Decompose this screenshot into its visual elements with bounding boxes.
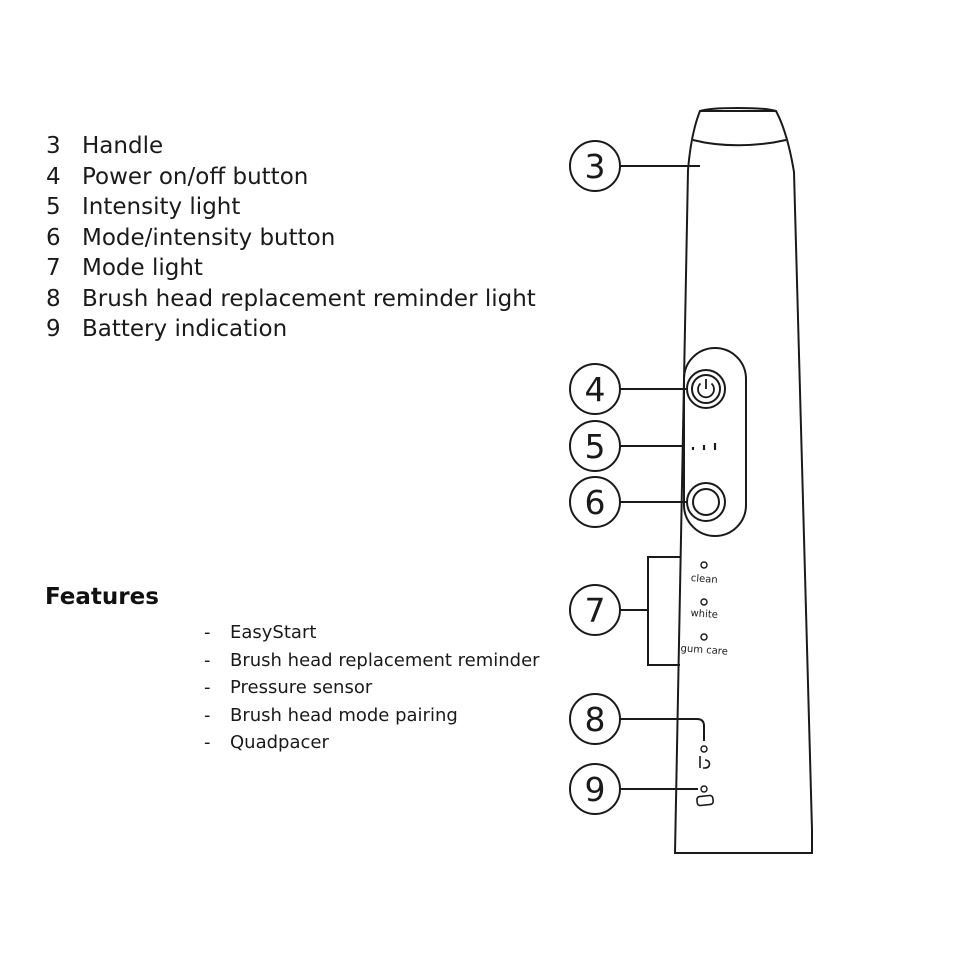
legend-number: 6 <box>46 224 61 251</box>
neck-band-edge <box>693 140 786 145</box>
handle-outline <box>675 111 812 853</box>
legend-label: Intensity light <box>82 194 241 220</box>
legend-label: Battery indication <box>82 316 288 342</box>
mode-bracket <box>648 557 680 665</box>
legend-number: 5 <box>46 194 61 220</box>
callout-number: 8 <box>584 700 606 739</box>
feature-label: Quadpacer <box>230 732 329 753</box>
power-button <box>687 370 725 408</box>
mode-label-gum-care: gum care <box>680 643 729 658</box>
callout-4 <box>570 364 620 414</box>
callout-number: 7 <box>584 591 606 630</box>
leader-8 <box>620 719 704 741</box>
feature-dash: - <box>204 622 211 643</box>
feature-label: Pressure sensor <box>230 677 373 698</box>
legend-number: 7 <box>46 255 61 281</box>
battery-icon <box>697 795 714 806</box>
legend-label: Power on/off button <box>82 163 309 190</box>
callout-number: 4 <box>584 370 606 409</box>
feature-label: Brush head mode pairing <box>230 704 458 726</box>
legend-label: Mode/intensity button <box>82 224 336 251</box>
feature-label: Brush head replacement reminder <box>230 649 540 671</box>
feature-dash: - <box>204 732 211 753</box>
callout-6 <box>570 477 620 527</box>
features-title: Features <box>45 584 159 610</box>
callout-9 <box>570 764 620 814</box>
legend-label: Brush head replacement reminder light <box>82 285 536 312</box>
callout-number: 6 <box>584 483 606 522</box>
legend-number: 8 <box>46 285 61 312</box>
feature-dash: - <box>204 704 211 726</box>
callout-5 <box>570 421 620 471</box>
callout-number: 9 <box>584 770 606 809</box>
intensity-lights <box>693 443 715 450</box>
mode-intensity-button <box>687 483 725 521</box>
legend-number: 9 <box>46 316 61 342</box>
legend-number: 4 <box>46 163 61 190</box>
callout-8 <box>570 694 620 744</box>
feature-label: EasyStart <box>230 622 317 643</box>
battery-light <box>701 786 707 792</box>
mode-label-clean: clean <box>690 573 718 586</box>
callout-7 <box>570 585 620 635</box>
callout-number: 3 <box>584 147 606 186</box>
callout-number: 5 <box>584 427 606 466</box>
legend-number: 3 <box>46 133 61 159</box>
legend-label: Handle <box>82 133 164 159</box>
legend-label: Mode light <box>82 255 203 281</box>
feature-dash: - <box>204 677 211 698</box>
reminder-light <box>701 746 707 752</box>
brush-head-icon <box>700 756 710 768</box>
feature-dash: - <box>204 649 211 671</box>
callout-3 <box>570 141 620 191</box>
mode-label-white: white <box>690 608 719 621</box>
